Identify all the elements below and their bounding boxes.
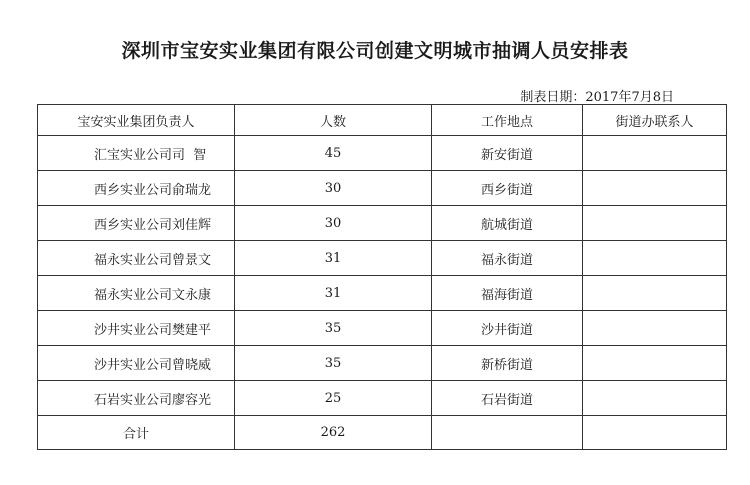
contact-cell	[583, 276, 727, 311]
leader-cell: 沙井实业公司樊建平	[38, 311, 235, 346]
table-row	[38, 206, 727, 241]
count-cell: 30	[235, 206, 432, 241]
table-row	[38, 311, 727, 346]
contact-cell	[583, 381, 727, 416]
header-contact: 街道办联系人	[583, 105, 727, 136]
total-label: 合计	[38, 416, 235, 450]
place-cell: 石岩街道	[432, 381, 583, 416]
total-count: 262	[235, 416, 432, 450]
contact-cell	[583, 171, 727, 206]
document-title: 深圳市宝安实业集团有限公司创建文明城市抽调人员安排表	[121, 40, 629, 62]
header-row	[38, 105, 727, 136]
empty-cell	[432, 416, 583, 450]
table-row	[38, 241, 727, 276]
contact-cell	[583, 311, 727, 346]
staff-table	[37, 104, 727, 450]
leader-cell: 福永实业公司曾景文	[38, 241, 235, 276]
place-cell: 新安街道	[432, 136, 583, 171]
count-cell: 25	[235, 381, 432, 416]
leader-cell: 汇宝实业公司司 智	[38, 136, 235, 171]
empty-cell	[583, 416, 727, 450]
count-cell: 31	[235, 241, 432, 276]
count-cell: 35	[235, 311, 432, 346]
leader-cell: 沙井实业公司曾晓威	[38, 346, 235, 381]
table-row	[38, 346, 727, 381]
table-row	[38, 171, 727, 206]
count-cell: 31	[235, 276, 432, 311]
leader-cell: 石岩实业公司廖容光	[38, 381, 235, 416]
place-cell: 西乡街道	[432, 171, 583, 206]
place-cell: 福永街道	[432, 241, 583, 276]
total-row	[38, 416, 727, 450]
leader-cell: 西乡实业公司俞瑞龙	[38, 171, 235, 206]
leader-cell: 西乡实业公司刘佳辉	[38, 206, 235, 241]
contact-cell	[583, 136, 727, 171]
contact-cell	[583, 241, 727, 276]
date-label: 制表日期：2017年7月8日	[520, 90, 674, 105]
header-leader: 宝安实业集团负责人	[38, 105, 235, 136]
count-cell: 30	[235, 171, 432, 206]
count-cell: 35	[235, 346, 432, 381]
header-count: 人数	[235, 105, 432, 136]
place-cell: 福海街道	[432, 276, 583, 311]
table-row	[38, 276, 727, 311]
contact-cell	[583, 346, 727, 381]
table-row	[38, 136, 727, 171]
place-cell: 航城街道	[432, 206, 583, 241]
table-row	[38, 381, 727, 416]
header-place: 工作地点	[432, 105, 583, 136]
count-cell: 45	[235, 136, 432, 171]
place-cell: 新桥街道	[432, 346, 583, 381]
place-cell: 沙井街道	[432, 311, 583, 346]
leader-cell: 福永实业公司文永康	[38, 276, 235, 311]
contact-cell	[583, 206, 727, 241]
